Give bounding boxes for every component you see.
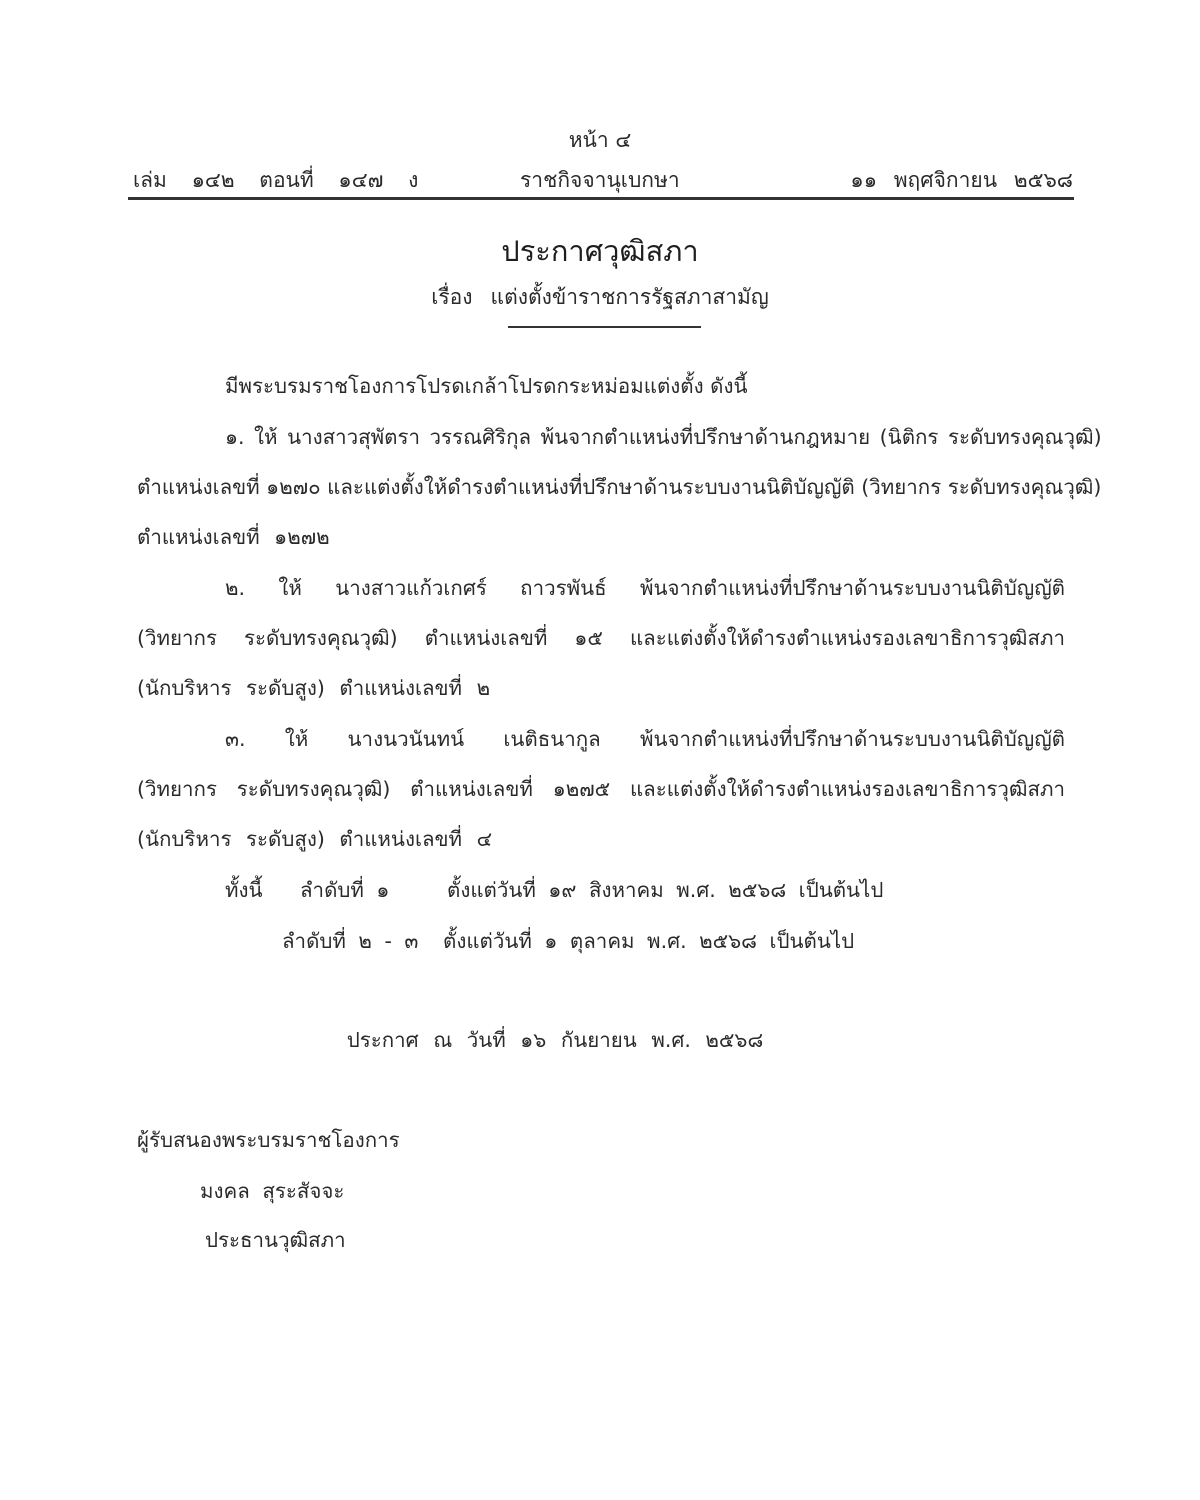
- volume-issue: เล่ม ๑๔๒ ตอนที่ ๑๔๗ ง: [133, 168, 419, 192]
- subject-text: แต่งตั้งข้าราชการรัฐสภาสามัญ: [490, 285, 769, 309]
- item-1-line-3: ตำแหน่งเลขที่ ๑๒๗๒: [137, 525, 330, 549]
- page-number: หน้า ๔: [568, 128, 632, 152]
- item-1-line-1: ๑. ให้ นางสาวสุพัตรา วรรณศิริกุล พ้นจากตำแหน่งที่ปรึกษาด้านกฎหมาย (นิติกร ระดับทรงคุณวุฒิ): [225, 425, 1102, 449]
- subject-label: เรื่อง: [431, 285, 473, 309]
- item-3-line-1: ๓. ให้ นางนวนันทน์ เนติธนากูล พ้นจากตำแหน่งที่ปรึกษาด้านระบบงานนิติบัญญัติ: [225, 727, 1065, 751]
- announcement-subject: [0, 281, 1200, 314]
- gazette-name: ราชกิจจานุเบกษา: [520, 168, 680, 192]
- item-1-line-2: ตำแหน่งเลขที่ ๑๒๗๐ และแต่งตั้งให้ดำรงตำแหน่งที่ปรึกษาด้านระบบงานนิติบัญญัติ (วิทยากร ระดับทรงคุณวุฒิ): [137, 475, 1102, 499]
- item-2-line-3: (นักบริหาร ระดับสูง) ตำแหน่งเลขที่ ๒: [137, 676, 491, 700]
- item-2-line-2: (วิทยากร ระดับทรงคุณวุฒิ) ตำแหน่งเลขที่ ๑๕ และแต่งตั้งให้ดำรงตำแหน่งรองเลขาธิการวุฒิสภา: [137, 626, 1065, 650]
- effective-order-1: ลำดับที่ ๑: [300, 878, 390, 902]
- announced-date: ประกาศ ณ วันที่ ๑๖ กันยายน พ.ศ. ๒๕๖๘: [346, 1028, 764, 1052]
- countersign-role: ผู้รับสนองพระบรมราชโองการ: [137, 1128, 400, 1152]
- signatory-title: ประธานวุฒิสภา: [205, 1228, 346, 1252]
- gazette-date: ๑๑ พฤศจิกายน ๒๕๖๘: [850, 168, 1073, 192]
- announcement-title: ประกาศวุฒิสภา: [501, 234, 699, 268]
- effective-date-2: ตั้งแต่วันที่ ๑ ตุลาคม พ.ศ. ๒๕๖๘ เป็นต้นไป: [443, 929, 855, 953]
- header-divider: [128, 197, 1074, 200]
- signatory-name: มงคล สุระสัจจะ: [200, 1179, 345, 1203]
- effective-order-2: ลำดับที่ ๒ - ๓: [282, 929, 419, 953]
- effective-prefix: ทั้งนี้: [225, 878, 263, 902]
- effective-date-1: ตั้งแต่วันที่ ๑๙ สิงหาคม พ.ศ. ๒๕๖๘ เป็นต้นไป: [447, 878, 884, 902]
- item-2-line-1: ๒. ให้ นางสาวแก้วเกศร์ ถาวรพันธ์ พ้นจากตำแหน่งที่ปรึกษาด้านระบบงานนิติบัญญัติ: [225, 576, 1065, 600]
- title-divider: [508, 326, 701, 328]
- item-3-line-3: (นักบริหาร ระดับสูง) ตำแหน่งเลขที่ ๔: [137, 827, 493, 851]
- intro-paragraph: มีพระบรมราชโองการโปรดเกล้าโปรดกระหม่อมแต่งตั้ง ดังนี้: [225, 374, 748, 398]
- item-3-line-2: (วิทยากร ระดับทรงคุณวุฒิ) ตำแหน่งเลขที่ ๑๒๗๕ และแต่งตั้งให้ดำรงตำแหน่งรองเลขาธิการวุฒิสภา: [137, 777, 1065, 801]
- gazette-header: [133, 164, 1073, 196]
